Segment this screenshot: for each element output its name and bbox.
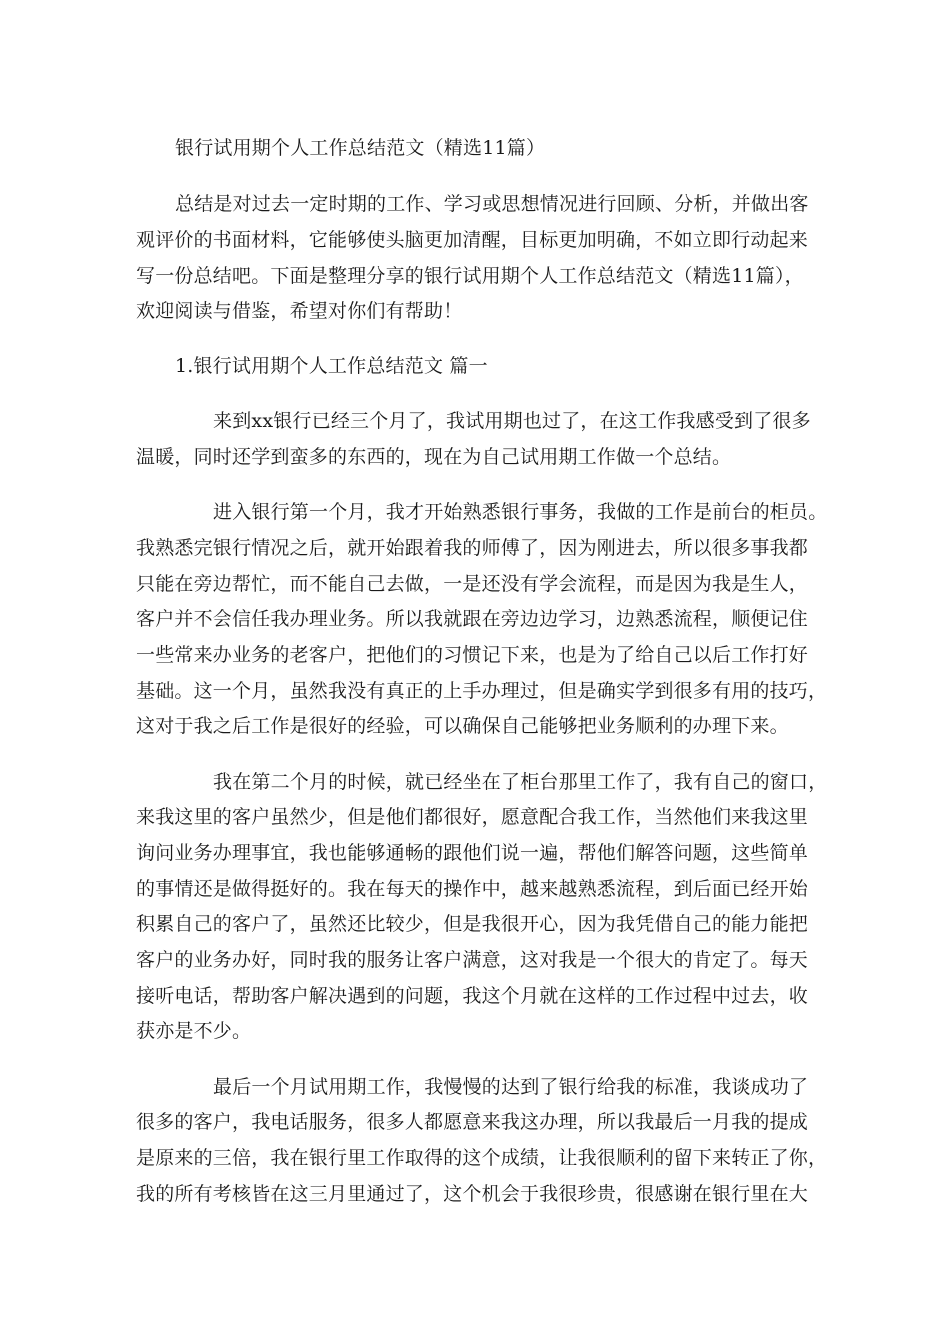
intro-line: 总结是对过去一定时期的工作、学习或思想情况进行回顾、分析，并做出客	[175, 193, 809, 215]
paragraph-line: 进入银行第一个月，我才开始熟悉银行事务，我做的工作是前台的柜员。	[213, 501, 828, 523]
document-title: 银行试用期个人工作总结范文（精选11篇）	[175, 137, 546, 159]
paragraph-line: 我在第二个月的时候，就已经坐在了柜台那里工作了，我有自己的窗口，	[213, 771, 828, 793]
paragraph-line: 我的所有考核皆在这三月里通过了，这个机会于我很珍贵，很感谢在银行里在大	[136, 1183, 809, 1205]
intro-line: 观评价的书面材料，它能够使头脑更加清醒，目标更加明确，不如立即行动起来	[136, 229, 809, 251]
paragraph-line: 是原来的三倍，我在银行里工作取得的这个成绩，让我很顺利的留下来转正了你，	[136, 1147, 828, 1169]
paragraph-line: 一些常来办业务的老客户，把他们的习惯记下来，也是为了给自己以后工作打好	[136, 644, 809, 666]
paragraph-line: 最后一个月试用期工作，我慢慢的达到了银行给我的标准，我谈成功了	[213, 1076, 809, 1098]
paragraph-line: 询问业务办理事宜，我也能够通畅的跟他们说一遍，帮他们解答问题，这些简单	[136, 842, 809, 864]
paragraph-line: 温暖，同时还学到蛮多的东西的，现在为自己试用期工作做一个总结。	[136, 446, 732, 468]
paragraph-line: 获亦是不少。	[136, 1020, 252, 1042]
paragraph-line: 很多的客户，我电话服务，很多人都愿意来我这办理，所以我最后一月我的提成	[136, 1111, 809, 1133]
paragraph-line: 接听电话，帮助客户解决遇到的问题，我这个月就在这样的工作过程中过去，收	[136, 985, 809, 1007]
paragraph-line: 的事情还是做得挺好的。我在每天的操作中，越来越熟悉流程，到后面已经开始	[136, 878, 809, 900]
paragraph-line: 客户并不会信任我办理业务。所以我就跟在旁边边学习，边熟悉流程，顺便记住	[136, 608, 809, 630]
intro-line: 欢迎阅读与借鉴，希望对你们有帮助！	[136, 300, 463, 322]
paragraph-line: 来到xx银行已经三个月了，我试用期也过了，在这工作我感受到了很多	[213, 410, 811, 432]
paragraph-line: 我熟悉完银行情况之后，就开始跟着我的师傅了，因为刚进去，所以很多事我都	[136, 537, 809, 559]
section-heading: 1.银行试用期个人工作总结范文 篇一	[175, 355, 488, 377]
paragraph-line: 只能在旁边帮忙，而不能自己去做，一是还没有学会流程，而是因为我是生人，	[136, 573, 809, 595]
paragraph-line: 客户的业务办好，同时我的服务让客户满意，这对我是一个很大的肯定了。每天	[136, 949, 809, 971]
paragraph-line: 基础。这一个月，虽然我没有真正的上手办理过，但是确实学到很多有用的技巧，	[136, 680, 828, 702]
paragraph-line: 积累自己的客户了，虽然还比较少，但是我很开心，因为我凭借自己的能力能把	[136, 913, 809, 935]
paragraph-line: 来我这里的客户虽然少，但是他们都很好，愿意配合我工作，当然他们来我这里	[136, 806, 809, 828]
intro-line: 写一份总结吧。下面是整理分享的银行试用期个人工作总结范文（精选11篇），	[136, 265, 804, 287]
paragraph-line: 这对于我之后工作是很好的经验，可以确保自己能够把业务顺利的办理下来。	[136, 715, 789, 737]
